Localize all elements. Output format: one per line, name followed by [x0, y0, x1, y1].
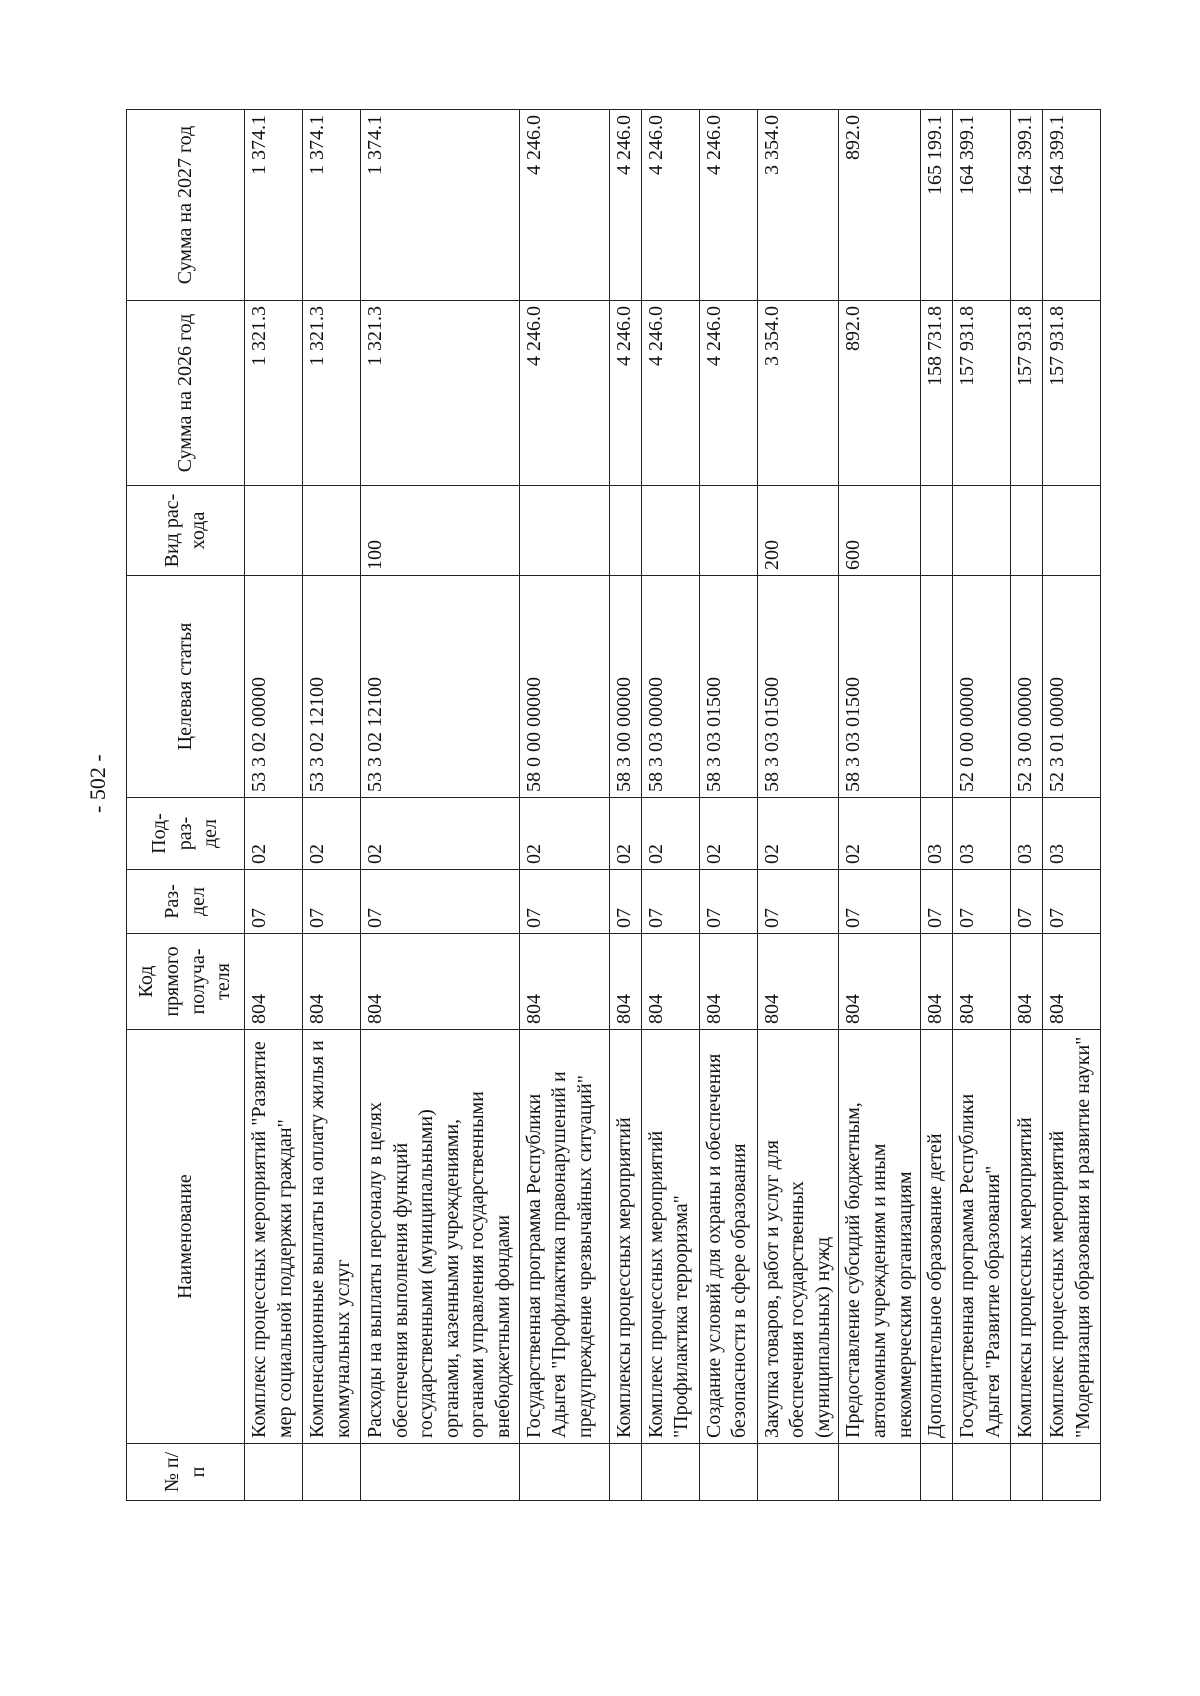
row-name: Закупка товаров, работ и услуг для обеспечения государственных (муниципальных) нужд — [757, 1030, 839, 1444]
row-kind — [1043, 486, 1101, 576]
row-code: 804 — [641, 934, 699, 1030]
row-target: 52 0 00 00000 — [953, 576, 1011, 798]
row-name: Государственная программа Республики Адыгея "Профилактика правонарушений и предупреждение чрезвычайных ситуаций" — [519, 1030, 609, 1444]
row-num — [609, 1444, 641, 1501]
row-target: 52 3 00 00000 — [1011, 576, 1043, 798]
row-target: 58 3 03 01500 — [699, 576, 757, 798]
row-name: Комплекс процессных мероприятий "Профилактика терроризма" — [641, 1030, 699, 1444]
row-num — [641, 1444, 699, 1501]
row-kind — [519, 486, 609, 576]
row-sum-2027: 164 399.1 — [1043, 110, 1101, 301]
row-sum-2027: 1 374.1 — [303, 110, 361, 301]
row-name: Комплекс процессных мероприятий "Развитие мер социальной поддержки граждан" — [245, 1030, 303, 1444]
row-kind — [953, 486, 1011, 576]
row-name: Комплексы процессных мероприятий — [609, 1030, 641, 1444]
table-row — [699, 110, 757, 1501]
row-num — [839, 1444, 921, 1501]
row-target: 52 3 01 00000 — [1043, 576, 1101, 798]
row-section: 07 — [1011, 870, 1043, 934]
row-section: 07 — [921, 870, 953, 934]
row-code: 804 — [361, 934, 520, 1030]
row-target: 58 3 03 01500 — [757, 576, 839, 798]
row-num — [921, 1444, 953, 1501]
rotated-table-container — [126, 110, 1094, 1501]
row-sum-2026: 3 354.0 — [757, 301, 839, 486]
row-code: 804 — [699, 934, 757, 1030]
budget-table — [126, 109, 1101, 1501]
row-num — [361, 1444, 520, 1501]
header-num: № п/п — [127, 1444, 245, 1501]
header-row — [127, 110, 245, 1501]
row-num — [1043, 1444, 1101, 1501]
row-target: 58 0 00 00000 — [519, 576, 609, 798]
row-sum-2026: 4 246.0 — [519, 301, 609, 486]
row-name: Предоставление субсидий бюджетным, автономным учреждениям и иным некоммерческим организациям — [839, 1030, 921, 1444]
row-num — [757, 1444, 839, 1501]
header-name: Наименование — [127, 1030, 245, 1444]
row-code: 804 — [519, 934, 609, 1030]
row-sum-2026: 4 246.0 — [609, 301, 641, 486]
row-num — [303, 1444, 361, 1501]
row-section: 07 — [1043, 870, 1101, 934]
row-name: Комплексы процессных мероприятий — [1011, 1030, 1043, 1444]
row-name: Дополнительное образование детей — [921, 1030, 953, 1444]
row-section: 07 — [839, 870, 921, 934]
row-code: 804 — [1011, 934, 1043, 1030]
row-section: 07 — [953, 870, 1011, 934]
row-kind — [699, 486, 757, 576]
row-sum-2027: 4 246.0 — [699, 110, 757, 301]
row-subsection: 02 — [839, 798, 921, 870]
table-row — [245, 110, 303, 1501]
row-subsection: 02 — [609, 798, 641, 870]
row-name: Создание условий для охраны и обеспечения безопасности в сфере образования — [699, 1030, 757, 1444]
row-code: 804 — [1043, 934, 1101, 1030]
row-kind — [609, 486, 641, 576]
row-num — [1011, 1444, 1043, 1501]
row-target: 53 3 02 12100 — [303, 576, 361, 798]
row-sum-2026: 1 321.3 — [361, 301, 520, 486]
header-kind: Вид рас-хода — [127, 486, 245, 576]
row-subsection: 03 — [1011, 798, 1043, 870]
table-row — [839, 110, 921, 1501]
row-code: 804 — [839, 934, 921, 1030]
row-num — [519, 1444, 609, 1501]
row-target: 58 3 03 01500 — [839, 576, 921, 798]
row-sum-2026: 158 731.8 — [921, 301, 953, 486]
row-section: 07 — [641, 870, 699, 934]
row-kind: 100 — [361, 486, 520, 576]
row-subsection: 02 — [641, 798, 699, 870]
row-sum-2027: 4 246.0 — [641, 110, 699, 301]
table-row — [609, 110, 641, 1501]
row-subsection: 03 — [1043, 798, 1101, 870]
row-kind: 600 — [839, 486, 921, 576]
row-num — [953, 1444, 1011, 1501]
row-sum-2027: 164 399.1 — [1011, 110, 1043, 301]
row-name: Расходы на выплаты персоналу в целях обеспечения выполнения функций государственными (муниципальными) органами, казенными учреждениями, органами управления государственными внебюджетными фондами — [361, 1030, 520, 1444]
row-sum-2026: 1 321.3 — [303, 301, 361, 486]
row-code: 804 — [303, 934, 361, 1030]
row-kind — [245, 486, 303, 576]
header-target: Целевая статья — [127, 576, 245, 798]
row-target: 53 3 02 00000 — [245, 576, 303, 798]
row-sum-2027: 165 199.1 — [921, 110, 953, 301]
row-code: 804 — [609, 934, 641, 1030]
row-section: 07 — [245, 870, 303, 934]
row-sum-2026: 157 931.8 — [1011, 301, 1043, 486]
row-num — [245, 1444, 303, 1501]
header-sum-2026: Сумма на 2026 год — [127, 301, 245, 486]
row-sum-2027: 4 246.0 — [519, 110, 609, 301]
row-section: 07 — [303, 870, 361, 934]
row-num — [699, 1444, 757, 1501]
row-name: Комплекс процессных мероприятий "Модернизация образования и развитие науки" — [1043, 1030, 1101, 1444]
row-sum-2026: 4 246.0 — [699, 301, 757, 486]
row-name: Государственная программа Республики Адыгея "Развитие образования" — [953, 1030, 1011, 1444]
row-section: 07 — [757, 870, 839, 934]
table-row — [1043, 110, 1101, 1501]
row-kind: 200 — [757, 486, 839, 576]
table-body — [245, 110, 1101, 1501]
row-sum-2027: 3 354.0 — [757, 110, 839, 301]
table-row — [641, 110, 699, 1501]
row-section: 07 — [609, 870, 641, 934]
row-target: 58 3 03 00000 — [641, 576, 699, 798]
row-section: 07 — [699, 870, 757, 934]
row-subsection: 02 — [699, 798, 757, 870]
table-row — [921, 110, 953, 1501]
row-kind — [921, 486, 953, 576]
row-code: 804 — [953, 934, 1011, 1030]
row-name: Компенсационные выплаты на оплату жилья и коммунальных услуг — [303, 1030, 361, 1444]
row-sum-2027: 164 399.1 — [953, 110, 1011, 301]
table-row — [757, 110, 839, 1501]
table-row — [953, 110, 1011, 1501]
header-code: Код прямого получа-теля — [127, 934, 245, 1030]
row-sum-2026: 157 931.8 — [1043, 301, 1101, 486]
row-subsection: 02 — [245, 798, 303, 870]
row-subsection: 02 — [757, 798, 839, 870]
row-sum-2026: 1 321.3 — [245, 301, 303, 486]
row-target — [921, 576, 953, 798]
row-sum-2026: 157 931.8 — [953, 301, 1011, 486]
table-row — [303, 110, 361, 1501]
row-subsection: 02 — [303, 798, 361, 870]
row-kind — [641, 486, 699, 576]
row-subsection: 02 — [519, 798, 609, 870]
table-row — [519, 110, 609, 1501]
header-subsection: Под-раз-дел — [127, 798, 245, 870]
row-subsection: 03 — [953, 798, 1011, 870]
row-sum-2027: 1 374.1 — [361, 110, 520, 301]
row-code: 804 — [245, 934, 303, 1030]
row-sum-2027: 4 246.0 — [609, 110, 641, 301]
header-section: Раз-дел — [127, 870, 245, 934]
row-code: 804 — [757, 934, 839, 1030]
row-target: 58 3 00 00000 — [609, 576, 641, 798]
row-section: 07 — [361, 870, 520, 934]
header-sum-2027: Сумма на 2027 год — [127, 110, 245, 301]
row-sum-2026: 4 246.0 — [641, 301, 699, 486]
row-kind — [303, 486, 361, 576]
row-sum-2027: 892.0 — [839, 110, 921, 301]
page-number: - 502 - — [85, 754, 110, 813]
table-row — [361, 110, 520, 1501]
table-row — [1011, 110, 1043, 1501]
row-subsection: 03 — [921, 798, 953, 870]
row-target: 53 3 02 12100 — [361, 576, 520, 798]
row-section: 07 — [519, 870, 609, 934]
row-kind — [1011, 486, 1043, 576]
row-subsection: 02 — [361, 798, 520, 870]
row-sum-2027: 1 374.1 — [245, 110, 303, 301]
row-sum-2026: 892.0 — [839, 301, 921, 486]
row-code: 804 — [921, 934, 953, 1030]
